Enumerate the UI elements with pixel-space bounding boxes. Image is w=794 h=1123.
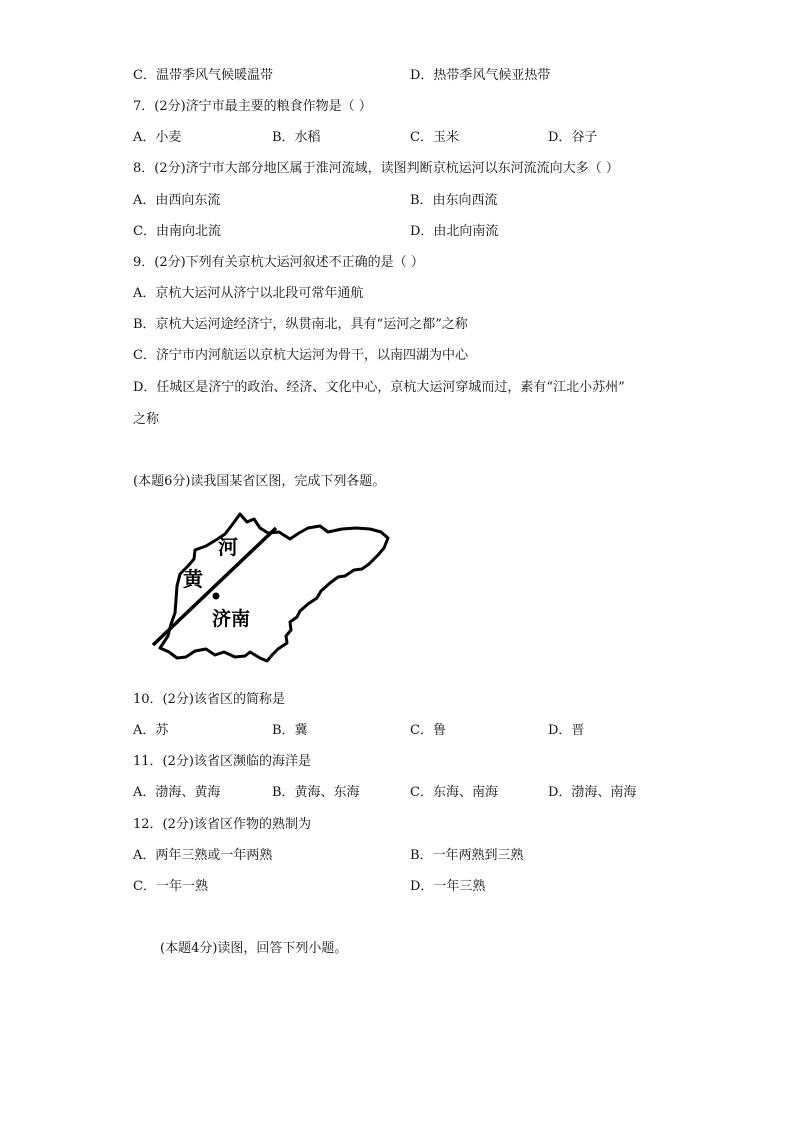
- q10-option-a: A．苏: [133, 723, 169, 738]
- q7-option-d: D．谷子: [548, 130, 598, 145]
- q11-option-d: D．渤海、南海: [548, 785, 637, 800]
- q8-stem: 8．(2分)济宁市大部分地区属于淮河流域，读图判断京杭运河以东河流流向大多（ ）: [133, 161, 619, 176]
- q9-option-d-line1: D．任城区是济宁的政治、经济、文化中心，京杭大运河穿城而过，素有“江北小苏州”: [133, 380, 625, 395]
- section2-intro: (本题4分)读图，回答下列小题。: [160, 941, 348, 956]
- q9-option-a: A．京杭大运河从济宁以北段可常年通航: [133, 286, 364, 301]
- q8-option-a: A．由西向东流: [133, 193, 221, 208]
- q12-option-d: D．一年三熟: [410, 879, 486, 894]
- q11-option-c: C．东海、南海: [410, 785, 498, 800]
- q12-stem: 12．(2分)该省区作物的熟制为: [133, 817, 311, 832]
- q9-option-b: B．京杭大运河途经济宁，纵贯南北，具有“运河之都”之称: [133, 317, 468, 332]
- q10-stem: 10．(2分)该省区的简称是: [133, 692, 285, 707]
- q7-option-c: C．玉米: [410, 130, 459, 145]
- q8-option-d: D．由北向南流: [410, 224, 499, 239]
- map-label-he: 河: [218, 535, 238, 559]
- map-label-huang: 黄: [183, 567, 203, 591]
- q6-option-d: D．热带季风气候亚热带: [410, 68, 551, 83]
- section1-intro: (本题6分)读我国某省区图，完成下列各题。: [133, 474, 386, 489]
- q9-option-c: C．济宁市内河航运以京杭大运河为骨干，以南四湖为中心: [133, 348, 468, 363]
- q11-option-a: A．渤海、黄海: [133, 785, 221, 800]
- q10-option-b: B．冀: [272, 723, 308, 738]
- jinan-dot: [213, 593, 220, 600]
- q10-option-c: C．鲁: [410, 723, 446, 738]
- map-label-jinan: 济南: [212, 608, 251, 630]
- q11-option-b: B．黄海、东海: [272, 785, 360, 800]
- q6-option-c: C．温带季风气候暖温带: [133, 68, 273, 83]
- q12-option-c: C．一年一熟: [133, 879, 208, 894]
- q12-option-b: B．一年两熟到三熟: [410, 848, 524, 863]
- q9-stem: 9．(2分)下列有关京杭大运河叙述不正确的是（ ）: [133, 255, 424, 270]
- province-map: [150, 508, 395, 668]
- q8-option-b: B．由东向西流: [410, 193, 498, 208]
- q12-option-a: A．两年三熟或一年两熟: [133, 848, 273, 863]
- q7-stem: 7．(2分)济宁市最主要的粮食作物是（ ）: [133, 99, 372, 114]
- q9-option-d-line2: 之称: [133, 412, 160, 427]
- q10-option-d: D．晋: [548, 723, 585, 738]
- q7-option-a: A．小麦: [133, 130, 182, 145]
- q11-stem: 11．(2分)该省区濒临的海洋是: [133, 754, 311, 769]
- q8-option-c: C．由南向北流: [133, 224, 221, 239]
- q7-option-b: B．水稻: [272, 130, 321, 145]
